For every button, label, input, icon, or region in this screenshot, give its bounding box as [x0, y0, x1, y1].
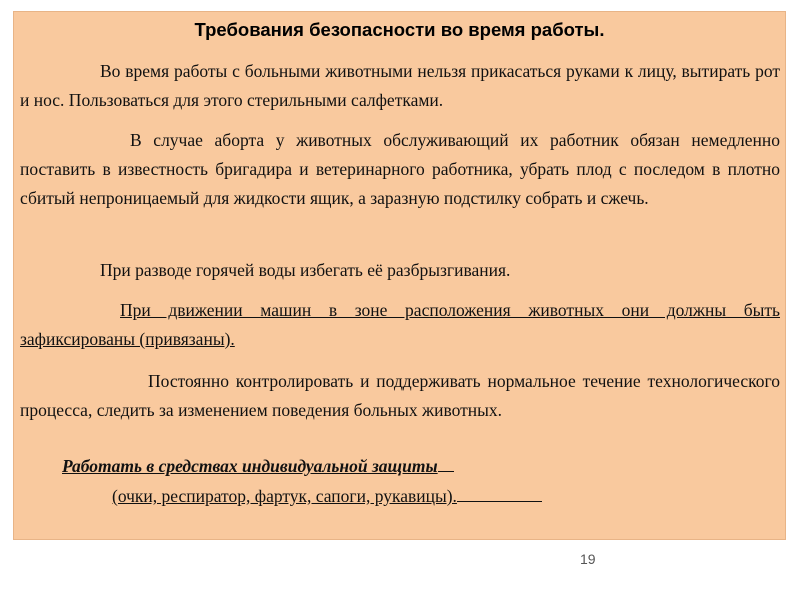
ppe-heading	[62, 456, 454, 477]
paragraph-machines: При движении машин в зоне расположения животных они должны быть зафиксированы (привязаны).	[20, 300, 780, 349]
slide-title: Требования безопасности во время работы.	[194, 19, 605, 40]
ppe-list-underline	[457, 501, 542, 502]
ppe-list-text: (очки, респиратор, фартук, сапоги, рукавицы).	[112, 486, 457, 506]
slide-content-box	[13, 11, 786, 540]
paragraph-process-control: Постоянно контролировать и поддерживать нормальное течение технологического процесса, следить за изменением поведения больных животных.	[20, 371, 780, 420]
ppe-heading-underline	[438, 471, 454, 472]
paragraph-hot-water: При разводе горячей воды избегать её разбрызгивания.	[100, 260, 511, 280]
ppe-list	[112, 486, 542, 507]
ppe-heading-text: Работать в средствах индивидуальной защиты	[62, 456, 438, 476]
paragraph-hands-face: Во время работы с больными животными нельзя прикасаться руками к лицу, вытирать рот и нос. Пользоваться для этого стерильными салфетками.	[20, 61, 780, 110]
page-number: 19	[580, 551, 596, 567]
paragraph-abortion: В случае аборта у животных обслуживающий их работник обязан немедленно поставить в известность бригадира и ветеринарного работника, убрать плод с последом в плотно сбитый непроницаемый для жидкости ящик, а заразную подстилку собрать и сжечь.	[20, 130, 780, 208]
